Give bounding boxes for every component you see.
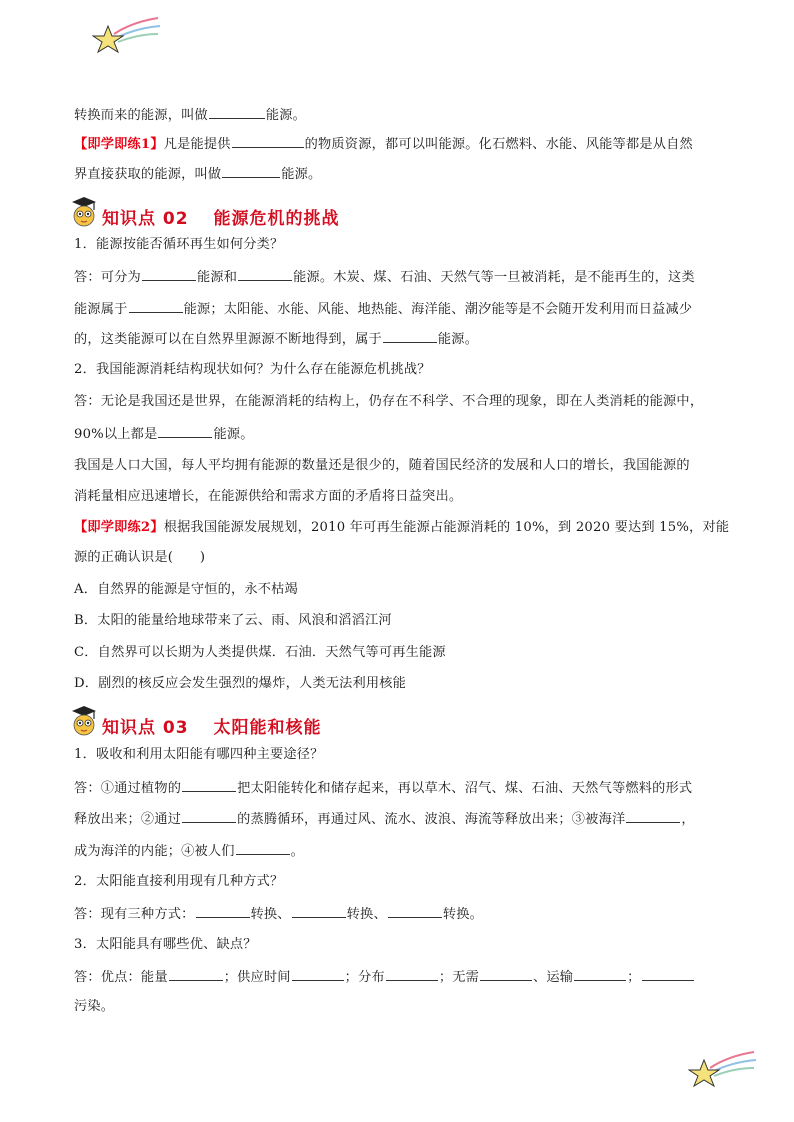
paragraph-line: 消耗量相应迅速增长，在能源供给和需求方面的矛盾将日益突出。 <box>74 489 463 504</box>
answer-blank[interactable] <box>386 966 438 981</box>
answer-blank[interactable] <box>480 966 532 981</box>
answer-blank[interactable] <box>292 966 344 981</box>
practice-1-line: 【即学即练1】凡是能提供 的物质资源，都可以叫能源。化石燃料、水能、风能等都是从自然 <box>74 133 724 155</box>
answer-blank[interactable] <box>158 423 212 438</box>
option-b[interactable]: B．太阳的能量给地球带来了云、雨、风浪和滔滔江河 <box>74 613 392 628</box>
text-line: 界直接获取的能源，叫做 能源。 <box>74 163 724 185</box>
text-line: 源的正确认识是( ) <box>74 550 206 565</box>
graduate-owl-icon <box>66 703 102 739</box>
question: 2．太阳能直接利用现有几种方式？ <box>74 874 284 889</box>
answer-line: 答：现有三种方式： 转换、 转换、 转换。 <box>74 903 724 925</box>
section-heading-02 <box>66 194 466 234</box>
answer-blank[interactable] <box>236 840 290 855</box>
answer-blank[interactable] <box>232 133 304 148</box>
section-heading-03 <box>66 703 466 743</box>
answer-blank[interactable] <box>142 266 196 281</box>
answer-blank[interactable] <box>238 266 292 281</box>
question: 3．太阳能具有哪些优、缺点？ <box>74 937 257 952</box>
answer-line: 释放出来；②通过 的蒸腾循环，再通过风、流水、波浪、海流等释放出来；③被海洋 ， <box>74 808 724 830</box>
question: 1．吸收和利用太阳能有哪四种主要途径？ <box>74 747 324 762</box>
star-swoosh-icon <box>92 14 162 58</box>
practice-2-line: 【即学即练2】根据我国能源发展规划，2010 年可再生能源占能源消耗的 10%，到 2020 要达到 15%，对能 <box>74 520 730 535</box>
answer-blank[interactable] <box>182 777 236 792</box>
answer-blank[interactable] <box>383 328 437 343</box>
option-a[interactable]: A．自然界的能源是守恒的，永不枯竭 <box>74 582 298 597</box>
question: 1．能源按能否循环再生如何分类？ <box>74 237 284 252</box>
answer-line: 90%以上都是 能源。 <box>74 423 724 445</box>
answer-blank[interactable] <box>642 966 694 981</box>
answer-line: 答：可分为 能源和 能源。木炭、煤、石油、天然气等一旦被消耗，是不能再生的，这类 <box>74 266 724 288</box>
answer-blank[interactable] <box>196 903 250 918</box>
answer-blank[interactable] <box>182 808 236 823</box>
question: 2．我国能源消耗结构现状如何？为什么存在能源危机挑战？ <box>74 362 431 377</box>
answer-line: 污染。 <box>74 999 115 1014</box>
answer-blank[interactable] <box>574 966 626 981</box>
answer-blank[interactable] <box>169 966 223 981</box>
answer-blank[interactable] <box>209 104 265 119</box>
graduate-owl-icon <box>66 194 102 230</box>
option-c[interactable]: C．自然界可以长期为人类提供煤．石油．天然气等可再生能源 <box>74 645 446 660</box>
answer-line: 答：优点：能量 ；供应时间 ；分布 ；无需 、运输 ； <box>74 966 724 988</box>
star-swoosh-icon <box>688 1048 758 1092</box>
answer-blank[interactable] <box>292 903 346 918</box>
text-line: 转换而来的能源，叫做 能源。 <box>74 104 724 126</box>
section-title: 知识点 03 太阳能和核能 <box>102 718 322 738</box>
answer-line: 的，这类能源可以在自然界里源源不断地得到，属于 能源。 <box>74 328 724 350</box>
answer-blank[interactable] <box>626 808 680 823</box>
answer-blank[interactable] <box>388 903 442 918</box>
practice-tag: 【即学即练1】 <box>74 137 164 152</box>
answer-blank[interactable] <box>222 163 280 178</box>
answer-line: 能源属于 能源；太阳能、水能、风能、地热能、海洋能、潮汐能等是不会随开发利用而日益减少 <box>74 298 724 320</box>
answer-blank[interactable] <box>129 298 183 313</box>
paragraph-line: 我国是人口大国，每人平均拥有能源的数量还是很少的，随着国民经济的发展和人口的增长，我国能源的 <box>74 458 690 473</box>
section-title: 知识点 02 能源危机的挑战 <box>102 209 340 229</box>
answer-line: 答：无论是我国还是世界，在能源消耗的结构上，仍存在不科学、不合理的现象，即在人类消耗的能源中， <box>74 394 704 409</box>
answer-line: 成为海洋的内能；④被人们 。 <box>74 840 724 862</box>
answer-line: 答：①通过植物的 把太阳能转化和储存起来，再以草木、沼气、煤、石油、天然气等燃料的形式 <box>74 777 724 799</box>
practice-tag: 【即学即练2】 <box>74 520 164 535</box>
option-d[interactable]: D．剧烈的核反应会发生强烈的爆炸，人类无法利用核能 <box>74 676 407 691</box>
